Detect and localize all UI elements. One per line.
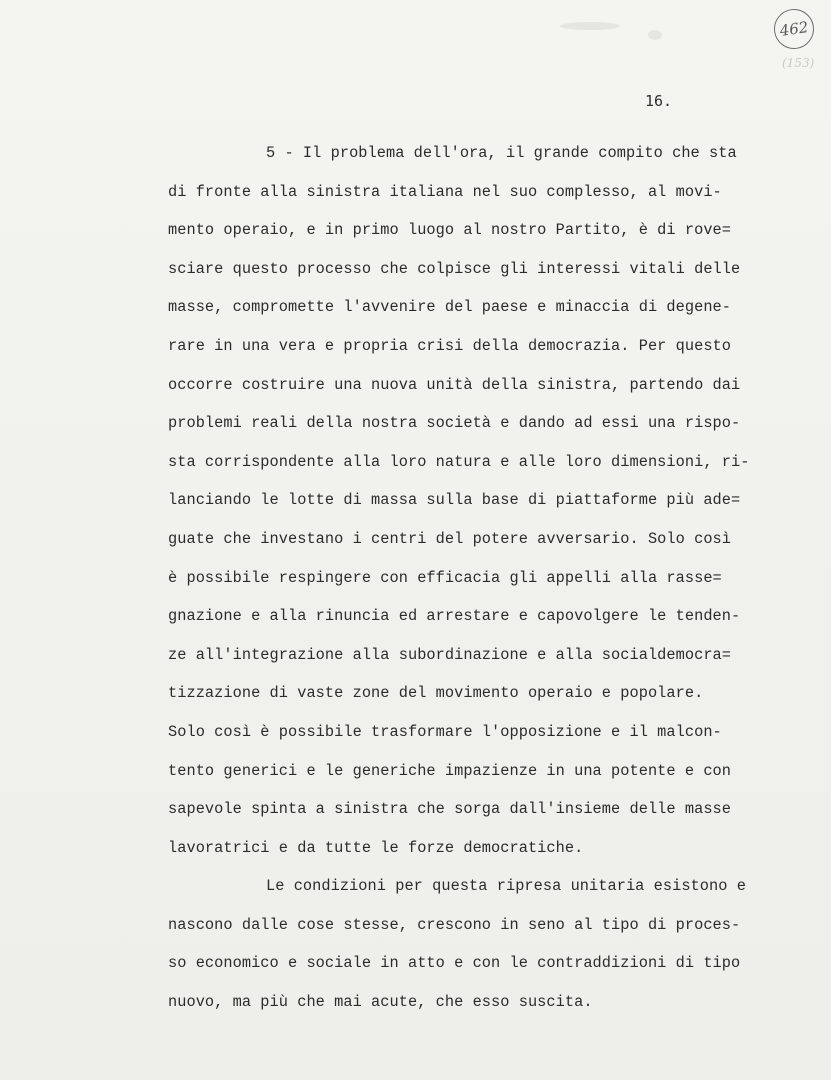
text-line: di fronte alla sinistra italiana nel suo complesso, al movi- — [168, 182, 722, 201]
text-line: nascono dalle cose stesse, crescono in seno al tipo di proces- — [168, 915, 741, 934]
paper-smudge — [560, 22, 620, 30]
text-line: tizzazione di vaste zone del movimento operaio e popolare. — [168, 684, 704, 703]
text-line: occorre costruire una nuova unità della sinistra, partendo dai — [168, 375, 741, 394]
typed-text-body — [168, 140, 808, 1028]
text-line: rare in una vera e propria crisi della democrazia. Per questo — [168, 336, 732, 355]
text-line: è possibile respingere con efficacia gli appelli alla rasse= — [168, 568, 722, 587]
text-line: nuovo, ma più che mai acute, che esso suscita. — [168, 993, 593, 1012]
text-line: sciare questo processo che colpisce gli interessi vitali delle — [168, 259, 741, 278]
text-line: mento operaio, e in primo luogo al nostro Partito, è di rove= — [168, 221, 732, 240]
page-number: 16. — [645, 92, 673, 110]
text-line: masse, compromette l'avvenire del paese e minaccia di degene- — [168, 298, 732, 317]
text-line: ze all'integrazione alla subordinazione e alla socialdemocra= — [168, 645, 732, 664]
text-line: gnazione e alla rinuncia ed arrestare e capovolgere le tenden- — [168, 607, 741, 626]
text-line: guate che investano i centri del potere avversario. Solo così — [168, 529, 732, 548]
text-line: so economico e sociale in atto e con le contraddizioni di tipo — [168, 954, 741, 973]
text-line: sapevole spinta a sinistra che sorga dall'insieme delle masse — [168, 800, 732, 819]
archive-number-stamp: 462 — [771, 6, 816, 51]
paper-smudge — [648, 30, 662, 40]
text-line: Solo così è possibile trasformare l'opposizione e il malcon- — [168, 722, 722, 741]
text-line: sta corrispondente alla loro natura e alle loro dimensioni, ri- — [168, 452, 750, 471]
text-line: lanciando le lotte di massa sulla base di piattaforme più ade= — [168, 491, 741, 510]
text-line: 5 - Il problema dell'ora, il grande compito che sta — [266, 144, 737, 162]
text-line: lavoratrici e da tutte le forze democratiche. — [168, 838, 584, 857]
text-line: Le condizioni per questa ripresa unitaria esistono e — [266, 877, 746, 896]
archive-sub-number: (153) — [782, 56, 815, 70]
text-line: problemi reali della nostra società e dando ad essi una rispo- — [168, 414, 741, 433]
text-line: tento generici e le generiche impazienze in una potente e con — [168, 761, 732, 780]
